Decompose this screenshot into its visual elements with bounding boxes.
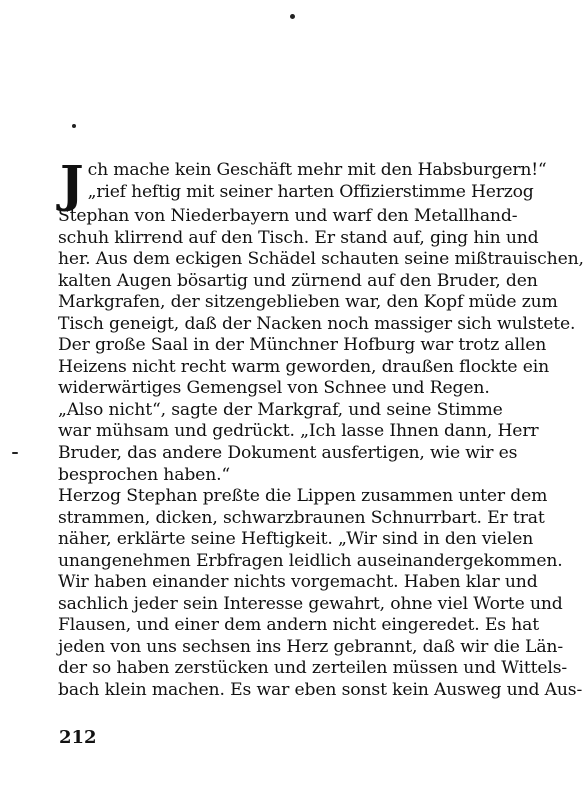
text-line: „Also nicht“, sagte der Markgraf, und seine Stimme xyxy=(58,399,503,420)
text-line: sachlich jeder sein Interesse gewahrt, ohne viel Worte und xyxy=(58,593,563,614)
page-number: 212 xyxy=(59,727,97,748)
text-line: „rief heftig mit seiner harten Offizierstimme Herzog xyxy=(87,181,534,202)
text-line: Bruder, das andere Dokument ausfertigen, wie wir es xyxy=(58,443,518,464)
text-line: schuh klirrend auf den Tisch. Er stand auf, ging hin und xyxy=(58,227,539,248)
text-line: her. Aus dem eckigen Schädel schauten seine mißtrauischen, xyxy=(58,249,584,270)
text-line: Der große Saal in der Münchner Hofburg war trotz allen xyxy=(58,335,547,356)
text-line: unangenehmen Erbfragen leidlich auseinandergekommen. xyxy=(58,550,563,571)
text-line: kalten Augen bösartig und zürnend auf den Bruder, den xyxy=(58,270,538,291)
text-line: jeden von uns sechsen ins Herz gebrannt, daß wir die Län- xyxy=(58,636,563,657)
ink-speck xyxy=(290,14,295,19)
ink-speck xyxy=(72,124,76,128)
text-line: der so haben zerstücken und zerteilen müssen und Wittels- xyxy=(58,658,568,679)
text-line: besprochen haben.“ xyxy=(58,464,231,485)
drop-cap: J xyxy=(60,154,84,213)
text-line: strammen, dicken, schwarzbraunen Schnurrbart. Er trat xyxy=(58,507,545,528)
text-line: Stephan von Niederbayern und warf den Metallhand- xyxy=(58,206,518,226)
text-line: Herzog Stephan preßte die Lippen zusammen unter dem xyxy=(58,486,548,507)
text-line: bach klein machen. Es war eben sonst kein Ausweg und Aus- xyxy=(58,680,583,701)
text-line: ch mache kein Geschäft mehr mit den Habsburgern!“ xyxy=(87,160,547,180)
ink-speck xyxy=(12,452,18,454)
text-line: Heizens nicht recht warm geworden, draußen flockte ein xyxy=(58,356,550,377)
body-text xyxy=(58,154,584,702)
text-line: Markgrafen, der sitzengeblieben war, den Kopf müde zum xyxy=(58,292,558,313)
text-line: war mühsam und gedrückt. „Ich lasse Ihnen dann, Herr xyxy=(58,421,539,442)
text-line: Tisch geneigt, daß der Nacken noch massiger sich wulstete. xyxy=(58,313,576,334)
text-line: näher, erklärte seine Heftigkeit. „Wir sind in den vielen xyxy=(58,529,534,550)
text-line: Flausen, und einer dem andern nicht eingeredet. Es hat xyxy=(58,615,539,636)
text-line: widerwärtiges Gemengsel von Schnee und Regen. xyxy=(58,378,490,399)
opening-paragraph xyxy=(58,154,547,213)
text-line: Wir haben einander nichts vorgemacht. Haben klar und xyxy=(58,572,538,593)
